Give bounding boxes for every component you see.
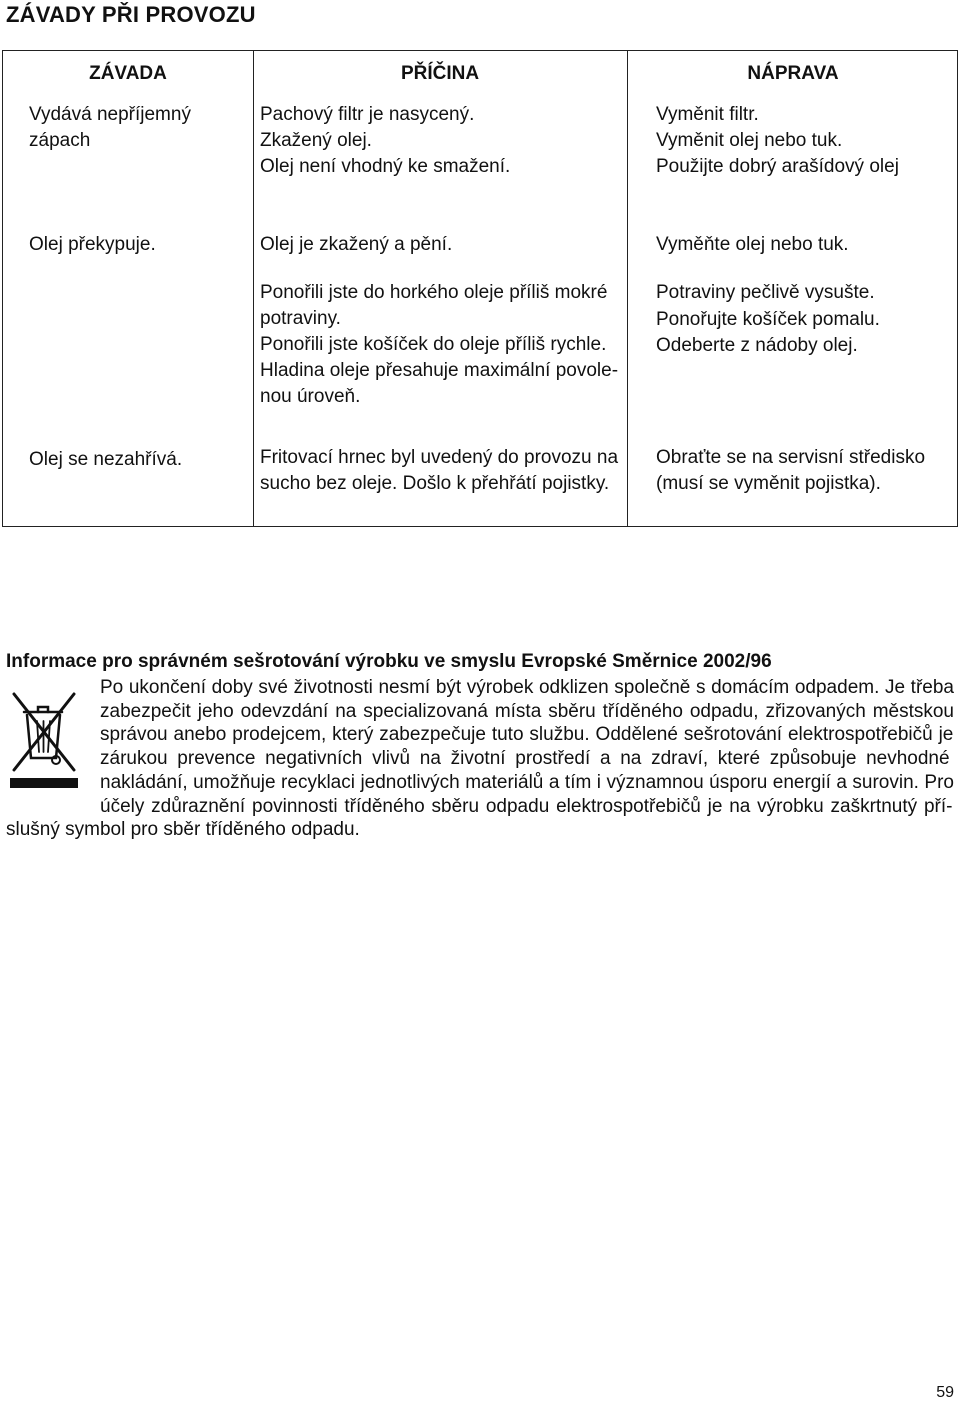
page-title: ZÁVADY PŘI PROVOZU (6, 2, 256, 27)
row-3-remedy: Obraťte se na servisní středisko (musí se vyměnit pojistka). (656, 447, 926, 494)
header-remedy: NÁPRAVA (747, 63, 839, 84)
weee-line: zárukou prevence negativních vlivů na životní prostředí a na zdraví, které způsobuje nevhodné (100, 748, 950, 770)
weee-line: nakládání, umožňuje recyklaci jednotlivých materiálů a tím i významnou úsporu energií a surovin. Pro (100, 771, 954, 793)
row-2-fault: Olej překypuje. (29, 234, 156, 255)
header-cause: PŘÍČINA (400, 63, 480, 84)
column-divider (253, 51, 254, 526)
weee-line: účely zdůraznění povinnosti tříděného sběru odpadu elektrospotřebičů je na výrobku zaškrtnutý pří- (100, 795, 953, 817)
row-1-remedy: Vyměnit filtr. Vyměnit olej nebo tuk. Použijte dobrý arašídový olej (656, 104, 899, 177)
crossed-out-wheelie-bin-icon (10, 688, 78, 788)
row-3-cause: Fritovací hrnec byl uvedený do provozu na sucho bez oleje. Došlo k přehřátí pojistky. (260, 447, 619, 494)
header-fault: ZÁVADA (89, 63, 167, 84)
row-3-fault: Olej se nezahřívá. (29, 449, 183, 470)
column-divider (627, 51, 628, 526)
row-1-fault: Vydává nepříjemný zápach (29, 104, 191, 151)
row-2-cause: Olej je zkažený a pění. Ponořili jste do horkého oleje příliš mokré potraviny. Ponořili jste košíček do oleje příliš rychle. Hladina oleje přesahuje maximální povole- nou úroveň. (260, 234, 619, 407)
weee-line: slušný symbol pro sběr tříděného odpadu. (6, 819, 360, 841)
weee-heading: Informace pro správném sešrotování výrobku ve smyslu Evropské Směrnice 2002/96 (6, 651, 772, 672)
page-number: 59 (936, 1384, 954, 1401)
troubleshooting-table (2, 50, 958, 527)
weee-line: zabezpečit jeho odevzdání na specializovaná místa sběru tříděného odpadu, zřizovaných městskou (100, 700, 954, 722)
weee-line: správou anebo prodejcem, který zabezpečuje tuto službu. Oddělené sešrotování elektrospotřebičů je (100, 724, 954, 746)
row-1-cause: Pachový filtr je nasycený. Zkažený olej. Olej není vhodný ke smažení. (260, 104, 511, 177)
row-2-remedy: Vyměňte olej nebo tuk. Potraviny pečlivě vysušte. Ponořujte košíček pomalu. Odeberte z nádoby olej. (656, 234, 880, 356)
weee-line: Po ukončení doby své životnosti nesmí být výrobek odklizen společně s domácím odpadem. Je třeba (100, 677, 954, 698)
